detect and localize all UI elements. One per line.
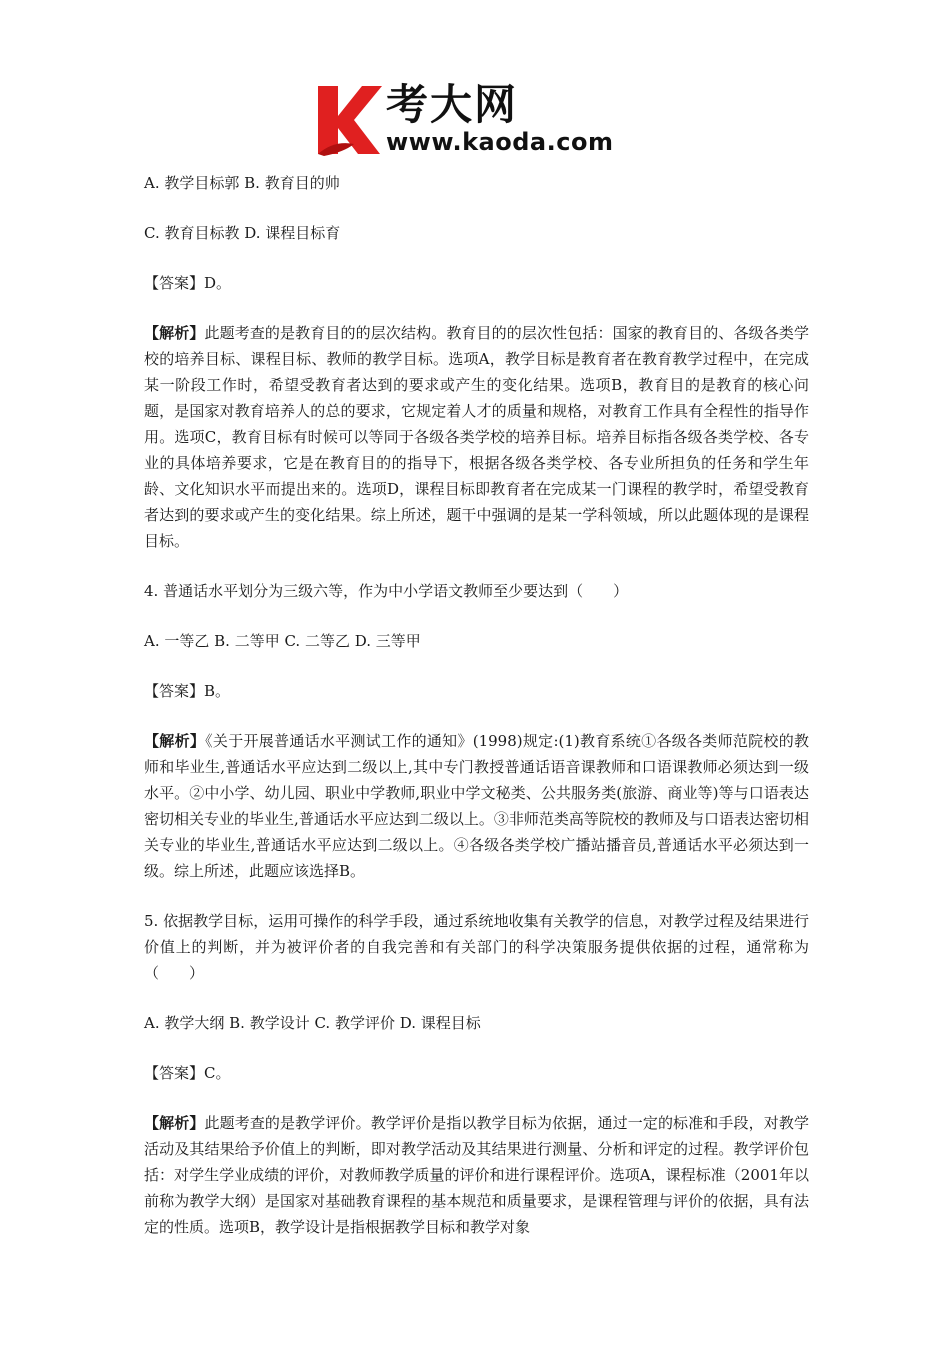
q4-analysis-label: 【解析】 [144, 732, 206, 750]
q5-analysis-label: 【解析】 [144, 1114, 205, 1132]
q3-analysis [144, 320, 809, 554]
q4-analysis-text: 《关于开展普通话水平测试工作的通知》(1998)规定:(1)教育系统①各级各类师范院校的教师和毕业生,普通话水平应达到二级以上,其中专门教授普通话语音课教师和口语课教师必须达到一级水平。②中小学、幼儿园、职业中学教师,职业中学文秘类、公共服务类(旅游、商业等)等与口语表达密切相关专业的毕业生,普通话水平应达到二级以上。③非师范类高等院校的教师及与口语表达密切相关专业的毕业生,普通话水平应达到二级以上。④各级各类学校广播站播音员,普通话水平必须达到一级。综上所述，此题应该选择B。 [144, 732, 809, 880]
q4-answer: 【答案】B。 [144, 682, 231, 700]
q3-options-line1: A. 教学目标郭 B. 教育目的帅 [144, 174, 340, 192]
q3-answer: 【答案】D。 [144, 274, 232, 292]
q4-options: A. 一等乙 B. 二等甲 C. 二等乙 D. 三等甲 [144, 632, 421, 650]
kaoda-logo [314, 80, 644, 158]
q5-answer: 【答案】C。 [144, 1064, 231, 1082]
q5-question: 5. 依据教学目标，运用可操作的科学手段，通过系统地收集有关教学的信息，对教学过程及结果进行价值上的判断，并为被评价者的自我完善和有关部门的科学决策服务提供依据的过程，通常称为（ ） [144, 912, 809, 982]
q5-options: A. 教学大纲 B. 教学设计 C. 教学评价 D. 课程目标 [144, 1014, 481, 1032]
q4-question: 4. 普通话水平划分为三级六等，作为中小学语文教师至少要达到（ ） [144, 582, 629, 600]
q5-analysis [144, 1110, 809, 1240]
document-body [144, 170, 809, 1240]
q4-analysis [144, 728, 809, 884]
q3-analysis-label: 【解析】 [144, 324, 205, 342]
logo-url: www.kaoda.com [386, 128, 614, 156]
q5-analysis-text: 此题考查的是教学评价。教学评价是指以教学目标为依据，通过一定的标准和手段，对教学活动及其结果给予价值上的判断，即对教学活动及其结果进行测量、分析和评定的过程。教学评价包括：对学生学业成绩的评价，对教师教学质量的评价和进行课程评价。选项A，课程标准（2001年以前称为教学大纲）是国家对基础教育课程的基本规范和质量要求，是课程管理与评价的依据，具有法定的性质。选项B，教学设计是指根据教学目标和教学对象 [144, 1114, 809, 1236]
q3-analysis-text: 此题考查的是教育目的的层次结构。教育目的的层次性包括：国家的教育目的、各级各类学校的培养目标、课程目标、教师的教学目标。选项A，教学目标是教育者在教育教学过程中，在完成某一阶段工作时，希望受教育者达到的要求或产生的变化结果。选项B，教育目的是教育的核心问题，是国家对教育培养人的总的要求，它规定着人才的质量和规格，对教育工作具有全程性的指导作用。选项C，教育目标有时候可以等同于各级各类学校的培养目标。培养目标指各级各类学校、各专业的具体培养要求，它是在教育目的的指导下，根据各级各类学校、各专业所担负的任务和学生年龄、文化知识水平而提出来的。选项D，课程目标即教育者在完成某一门课程的教学时，希望受教育者达到的要求或产生的变化结果。综上所述，题干中强调的是某一学科领域，所以此题体现的是课程目标。 [144, 324, 809, 550]
k-logo-icon [314, 80, 384, 158]
logo-title: 考大网 [386, 80, 519, 129]
q3-options-line2: C. 教育目标教 D. 课程目标育 [144, 224, 341, 242]
